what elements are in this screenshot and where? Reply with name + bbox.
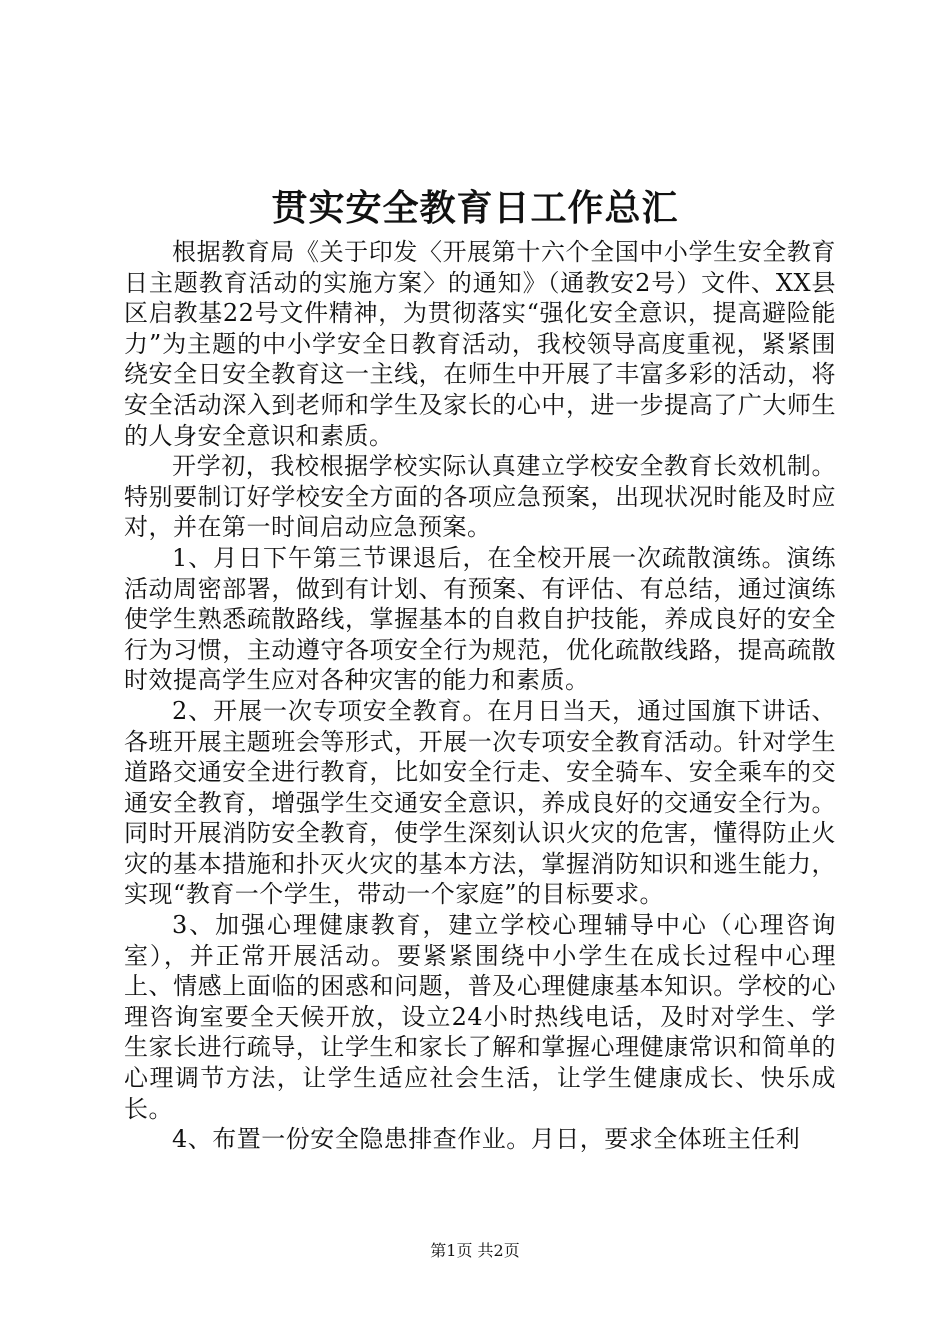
page-number-footer: 第1页 共2页 — [430, 1241, 520, 1260]
paragraph-intro: 根据教育局《关于印发〈开展第十六个全国中小学生安全教育日主题教育活动的实施方案〉的通知》（通教安2号）文件、XX县区启教基22号文件精神，为贯彻落实“强化安全意识，提高避险能力”为主题的中小学安全日教育活动，我校领导高度重视，紧紧围绕安全日安全教育这一主线，在师生中开展了丰富多彩的活动，将安全活动深入到老师和学生及家长的心中，进一步提高了广大师生的人身安全意识和素质。 — [124, 238, 836, 450]
paragraph-item-2: 2、开展一次专项安全教育。在月日当天，通过国旗下讲话、各班开展主题班会等形式，开展一次专项安全教育活动。针对学生道路交通安全进行教育，比如安全行走、安全骑车、安全乘车的交通安全教育，增强学生交通安全意识，养成良好的交通安全行为。同时开展消防安全教育，使学生深刻认识火灾的危害，懂得防止火灾的基本措施和扑灭火灾的基本方法，掌握消防知识和逃生能力，实现“教育一个学生，带动一个家庭”的目标要求。 — [124, 696, 836, 909]
paragraph-item-4: 4、布置一份安全隐患排查作业。月日，要求全体班主任利 — [172, 1125, 801, 1154]
paragraph-item-3: 3、加强心理健康教育，建立学校心理辅导中心（心理咨询室），并正常开展活动。要紧紧围绕中小学生在成长过程中心理上、情感上面临的困惑和问题，普及心理健康基本知识。学校的心理咨询室要全天候开放，设立24小时热线电话，及时对学生、学生家长进行疏导，让学生和家长了解和掌握心理健康常识和简单的心理调节方法，让学生适应社会生活，让学生健康成长、快乐成长。 — [124, 911, 836, 1123]
paragraph-start-of-term: 开学初，我校根据学校实际认真建立学校安全教育长效机制。特别要制订好学校安全方面的各项应急预案，出现状况时能及时应对，并在第一时间启动应急预案。 — [124, 452, 836, 542]
document-body — [124, 237, 836, 1155]
document-title: 贯实安全教育日工作总汇 — [271, 187, 679, 229]
paragraph-item-1: 1、月日下午第三节课退后，在全校开展一次疏散演练。演练活动周密部署，做到有计划、有预案、有评估、有总结，通过演练使学生熟悉疏散路线，掌握基本的自救自护技能，养成良好的安全行为习惯，主动遵守各项安全行为规范，优化疏散线路，提高疏散时效提高学生应对各种灾害的能力和素质。 — [124, 543, 836, 695]
